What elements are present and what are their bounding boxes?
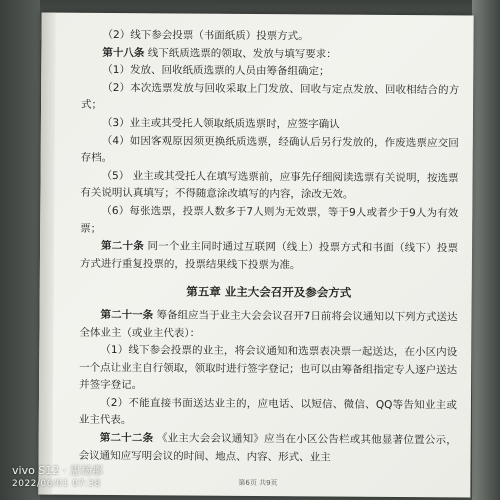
camera-watermark (12, 464, 103, 490)
watermark-timestamp: 2022/06/01 07:38 (12, 479, 101, 489)
article-paragraph (80, 238, 458, 276)
article-text: 线下纸质选票的领取、发放与填写要求： (144, 46, 337, 61)
watermark-device: vivo S12 · 思杨郡 (12, 464, 103, 477)
background-right (472, 0, 500, 500)
article-paragraph (79, 430, 457, 468)
list-item-paragraph: （5） 业主或其受托人在填写选票前，应事先仔细阅读选票有关说明，按选票有关说明认真填写；不得随意涂改填写的内容，涂改无效。 (80, 169, 459, 202)
list-item-paragraph: （2）线下参会投票（书面纸质）投票方式。 (102, 28, 309, 43)
article-text: 《业主大会会议通知》应当在小区公告栏或其他显著位置公示，会议通知应写明会议的时间、地点、内容、形式、业主 (78, 432, 457, 464)
article-label: 第二十二条 (99, 431, 154, 445)
article-label: 第二十一条 (100, 308, 154, 322)
list-item-paragraph: （3）业主或其受托人领取纸质选票时，应签字确认 (101, 116, 340, 131)
document-page (38, 12, 473, 497)
list-item-paragraph: （2）不能直接书面送达业主的，应电话、以短信、微信、QQ等告知业主或业主代表。 (78, 396, 457, 427)
chapter-heading: 第五章 业主大会召开及参会方式 (186, 284, 352, 300)
list-item-paragraph: （2）本次选票发放与回收采取上门发放、回收与定点发放、回收相结合的方式； (80, 81, 460, 112)
list-item-paragraph: （6）每张选票，投票人数多于7人则为无效票，等于9人或者少于9人为有效票； (80, 204, 459, 235)
page-binding-edge (38, 12, 55, 494)
document-body (79, 27, 460, 468)
article-label: 第二十条 (101, 240, 144, 253)
article-label: 第十八条 (102, 46, 145, 59)
article-text: 同一个业主同时通过互联网（线上）投票方式和书面（线下）投票方式进行重复投票的，投票结果线下投票为准。 (79, 240, 459, 272)
list-item-paragraph: （1）发放、回收纸质选票的人员由筹备组确定； (102, 64, 330, 78)
list-item-paragraph: （4）如因客观原因须更换纸质选票，经确认后另行发放的，作废选票应交回存档。 (80, 134, 459, 165)
list-item-paragraph: （1）线下参会投票的业主，将会议通知和选票表决票一起送达，在小区内设一个点让业主自行领取，领取时进行签字登记；也可以由筹备组指定专人逐户送达并签字登记。 (79, 344, 458, 392)
article-paragraph (79, 307, 457, 345)
page-number: 第6页 共9页 (238, 478, 278, 488)
article-text: 筹备组应当于业主大会会议召开7日前将会议通知以下列方式送达全体业主（或业主代表）： (79, 309, 458, 340)
background-left (0, 0, 40, 500)
